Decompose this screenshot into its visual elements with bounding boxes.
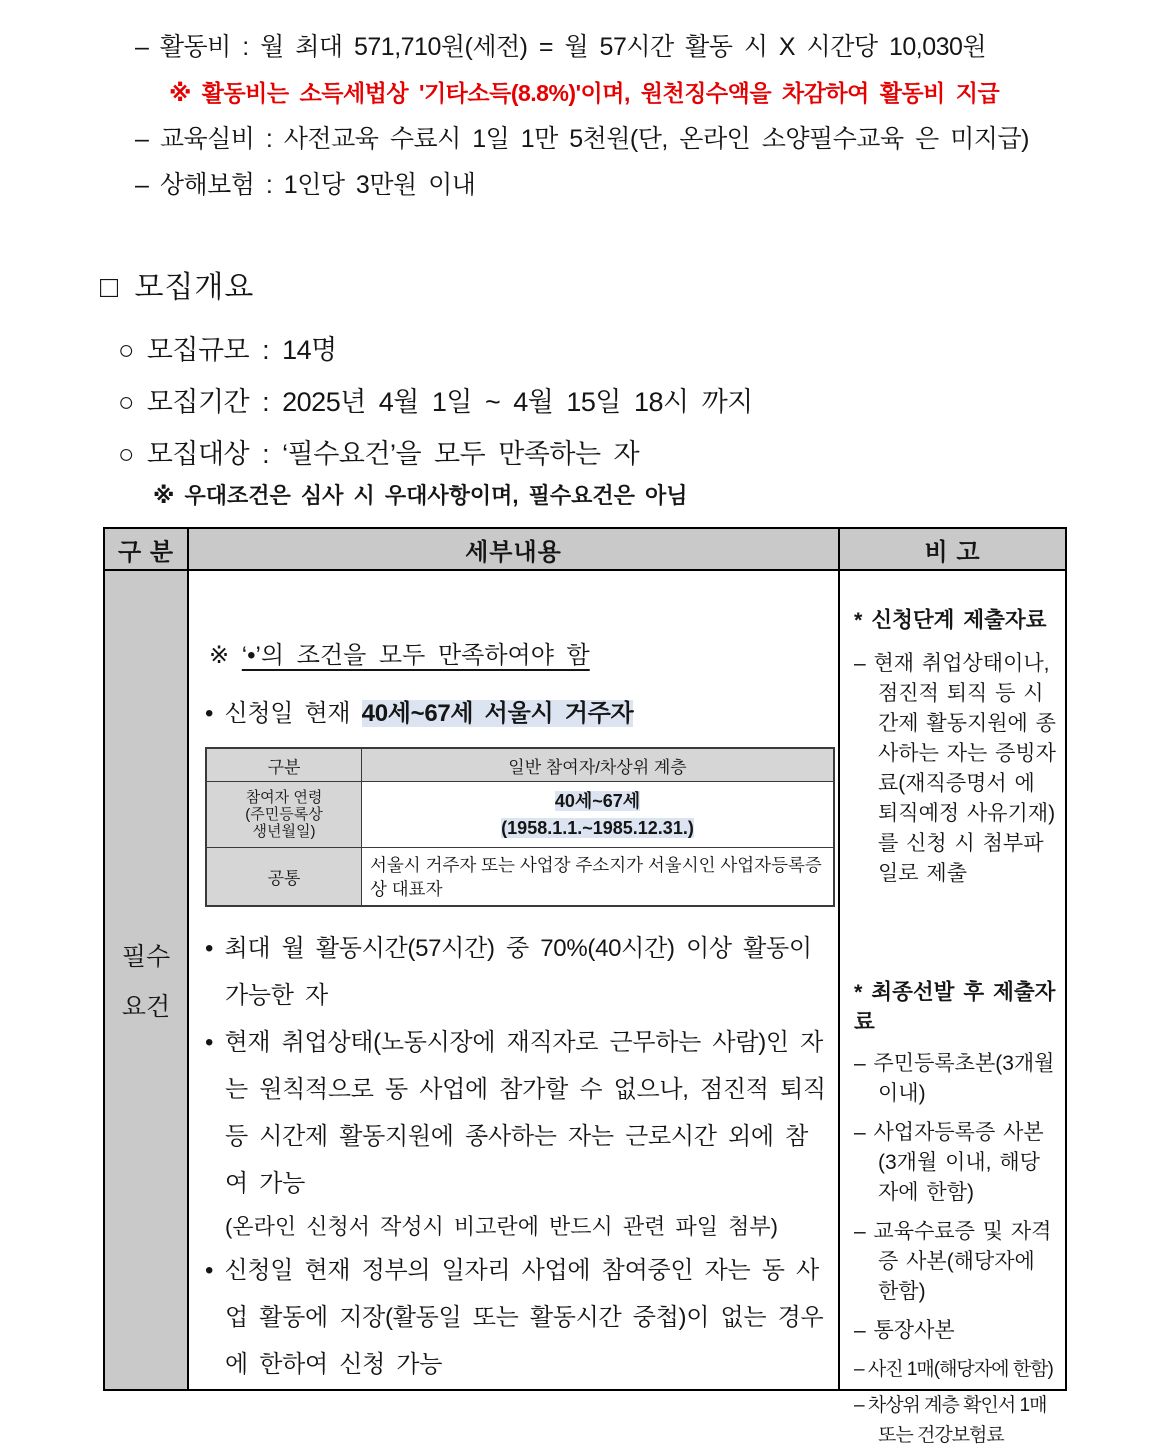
requirement-attachment-note: (온라인 신청서 작성시 비고란에 반드시 관련 파일 첨부)	[225, 1214, 778, 1239]
remarks-title-application-stage: * 신청단계 제출자료	[854, 608, 1047, 632]
inner-header-participants: 일반 참여자/차상위 계층	[362, 749, 833, 781]
overview-item-scale: ○ 모집규모 : 14명	[118, 335, 337, 365]
row-label-line: 필수	[121, 943, 171, 971]
requirements-table	[103, 527, 1067, 1446]
row-label-required-conditions	[105, 571, 189, 1389]
table-body-row	[105, 571, 1065, 1446]
remarks-item: – 차상위 계층 확인서 1매 또는 건강보험료	[854, 1395, 1047, 1446]
header-cell-remarks: 비 고	[924, 538, 981, 566]
overview-note: ※ 우대조건은 심사 시 우대사항이며, 필수요건은 아님	[153, 483, 688, 508]
note-marker: ※	[209, 642, 242, 669]
requirement-government-program: • 신청일 현재 정부의 일자리 사업에 참여중인 자는 동 사업 활동에 지장(활동일 또는 활동시간 중첩)이 없는 경우에 한하여 신청 가능	[205, 1257, 824, 1378]
header-cell-details: 세부내용	[189, 529, 840, 569]
education-fee-line: – 교육실비 : 사전교육 수료시 1일 1만 5천원(단, 온라인 소양필수교육 은 미지급)	[135, 125, 1029, 153]
requirement-employment-status: • 현재 취업상태(노동시장에 재직자로 근무하는 사람)인 자는 원칙적으로 동 사업에 참가할 수 없으나, 점진적 퇴직 등 시간제 활동지원에 종사하는 자는 근로시간 외에 참여 가능	[205, 1029, 826, 1197]
remarks-item: – 사업자등록증 사본(3개월 이내, 해당자에 한함)	[854, 1121, 1044, 1204]
age-criteria-table	[205, 747, 835, 907]
age-label-line: 참여자 연령	[245, 789, 323, 806]
note-underlined-text: ‘•’의 조건을 모두 만족하여야 함	[241, 642, 590, 669]
row-label-line: 요건	[121, 993, 171, 1021]
inner-table-age-row	[207, 781, 833, 847]
header-cell-category: 구 분	[105, 529, 189, 569]
requirement-prefix: • 신청일 현재	[205, 700, 362, 727]
common-row-value: 서울시 거주자 또는 사업장 주소지가 서울시인 사업자등록증 상 대표자	[370, 854, 822, 899]
age-label-line: (주민등록상	[245, 806, 323, 823]
benefits-list	[135, 24, 1145, 208]
inner-table-header-row	[207, 749, 833, 781]
age-range-highlight: 40세~67세	[554, 790, 641, 811]
overview-item-period: ○ 모집기간 : 2025년 4월 1일 ~ 4월 15일 18시 까지	[118, 387, 753, 417]
remarks-item: – 통장사본	[854, 1319, 955, 1342]
remarks-item: – 주민등록초본(3개월 이내)	[854, 1052, 1055, 1105]
conditions-note	[205, 635, 826, 670]
age-row-label	[207, 782, 362, 847]
remarks-item: – 사진 1매(해당자에 한함)	[854, 1359, 1053, 1380]
inner-header-category: 구분	[207, 749, 362, 781]
requirement-highlight: 40세~67세 서울시 거주자	[361, 700, 634, 727]
activity-fee-line: – 활동비 : 월 최대 571,710원(세전) = 월 57시간 활동 시 X 시간당 10,030원	[135, 33, 987, 61]
requirement-residency	[205, 690, 826, 737]
insurance-line: – 상해보험 : 1인당 3만원 이내	[135, 171, 476, 199]
section-title-overview: □ 모집개요	[100, 271, 255, 304]
remarks-item: – 현재 취업상태이나, 점진적 퇴직 등 시간제 활동지원에 종사하는 자는 증빙자료(재직증명서 에 퇴직예정 사유기재)를 신청 시 첨부파일로 제출	[854, 652, 1056, 885]
inner-table-common-row	[207, 847, 833, 905]
table-header-row	[105, 529, 1065, 571]
common-row-label: 공통	[207, 848, 362, 905]
details-cell	[189, 571, 840, 1389]
tax-note-line: ※ 활동비는 소득세법상 '기타소득(8.8%)'이며, 원천징수액을 차감하여 활동비 지급	[169, 80, 1000, 106]
age-row-value	[362, 782, 833, 847]
age-label-line: 생년월일)	[252, 823, 316, 840]
remarks-item: – 교육수료증 및 자격증 사본(해당자에 한함)	[854, 1220, 1052, 1303]
remarks-title-after-selection: * 최종선발 후 제출자료	[854, 980, 1056, 1034]
remarks-cell	[840, 571, 1065, 1446]
requirement-activity-hours: • 최대 월 활동시간(57시간) 중 70%(40시간) 이상 활동이 가능한 자	[205, 935, 812, 1009]
birthdate-range-highlight: (1958.1.1.~1985.12.31.)	[501, 817, 694, 838]
overview-item-target: ○ 모집대상 : ‘필수요건’을 모두 만족하는 자	[118, 439, 640, 469]
